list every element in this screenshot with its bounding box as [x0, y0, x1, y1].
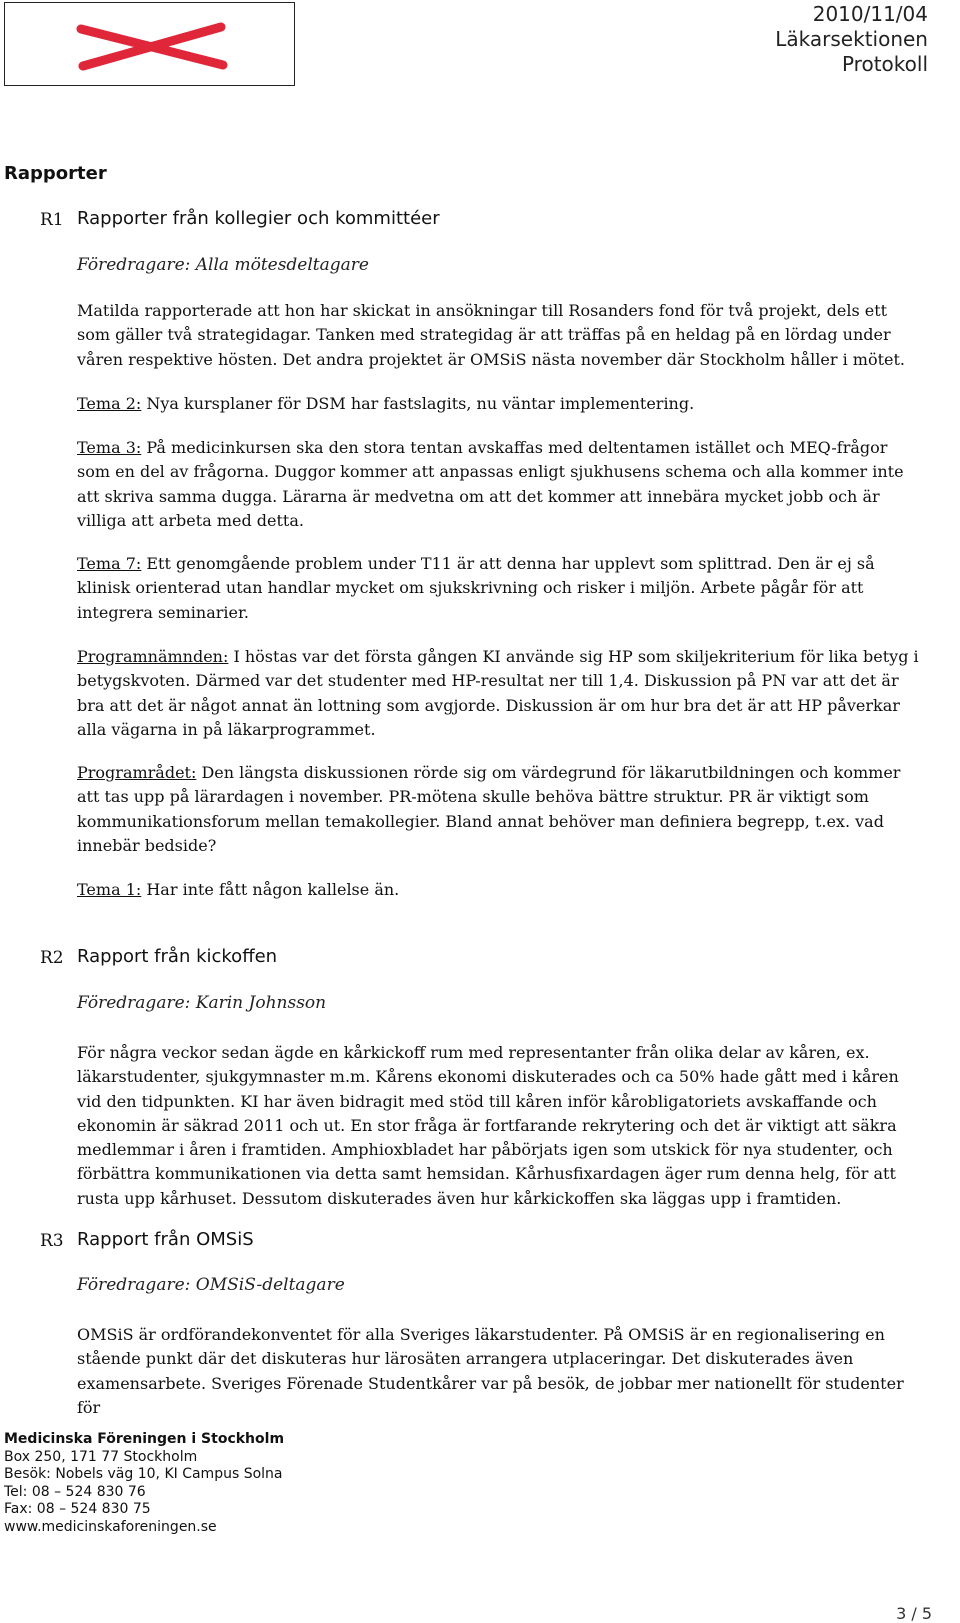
item-number: R3 — [40, 1231, 64, 1251]
item-presenter: Föredragare: Alla mötesdeltagare — [77, 255, 369, 275]
footer-web[interactable]: www.medicinskaforeningen.se — [4, 1518, 217, 1535]
paragraph-text: Ett genomgående problem under T11 är att denna har upplevt som splittrad. Den är ej så klinisk orienterad utan handlar mycket om sjukskrivning och risker i miljön. Arbete pågår för att integrera seminarier. — [77, 554, 875, 622]
paragraph-text: OMSiS är ordförandekonventet för alla Sveriges läkarstudenter. På OMSiS är en regionalisering en stående punkt där det diskuteras hur lärosäten arrangera utplaceringar. Det diskuterades även examensarbete. Sveriges Förenade Studentkårer var på besök, de jobbar mer nationellt för studenter för — [77, 1325, 904, 1417]
report-paragraph — [77, 878, 925, 902]
footer-visit: Besök: Nobels väg 10, KI Campus Solna — [4, 1466, 283, 1482]
page-number: 3 / 5 — [896, 1604, 932, 1623]
topic-label: Tema 1: — [77, 880, 142, 899]
paragraph-text: På medicinkursen ska den stora tentan avskaffas med deltentamen istället och MEQ-frågor som en del av frågorna. Duggor kommer att anpassas enligt sjukhusens schema och alla kommer inte att skriva samma dugga. Lärarna är medvetna om att det kommer att innebära mycket jobb och är villiga att arbeta med detta. — [77, 438, 904, 530]
red-cross-mark-icon — [5, 3, 294, 85]
topic-label: Tema 7: — [77, 554, 142, 573]
logo — [4, 2, 295, 86]
paragraph-text: Den längsta diskussionen rörde sig om värdegrund för läkarutbildningen och kommer att tas upp på lärardagen i november. PR-mötena skulle behöva bättre struktur. PR är viktigt som kommunikationsforum mellan temakollegier. Bland annat behöver man definiera begrepp, t.ex. vad innebär bedside? — [77, 763, 901, 855]
item-presenter: Föredragare: OMSiS-deltagare — [77, 1275, 345, 1295]
item-title: Rapporter från kollegier och kommittéer — [77, 208, 440, 229]
paragraph-text: I höstas var det första gången KI använde sig HP som skiljekriterium för lika betyg i betygskvoten. Därmed var det studenter med HP-resultat ner till 1,4. Diskussion på PN var att det är bra att det är något annat än lottning som avgjorde. Diskussion är om hur bra det är att HP påverkar alla vägarna in på läkarprogrammet. — [77, 647, 919, 739]
report-paragraph — [77, 1323, 925, 1420]
paragraph-text: För några veckor sedan ägde en kårkickoff rum med representanter från olika delar av kåren, ex. läkarstudenter, sjukgymnaster m.m. Kårens ekonomi diskuterades och ca 50% hade gått med i kåren vid den tidpunkten. KI har även bidragit med stöd till kåren inför kårobligatoriets avskaffande och ekonomin är säkrad 2011 och ut. En stor fråga är fortfarande rekrytering och det är viktigt att säkra medlemmar i åren i framtiden. Amphioxbladet har påbörjats igen som utskick för nya studenter, och förbättra kommunikationen via detta samt hemsidan. Kårhusfixardagen äger rum denna helg, för att rusta upp kårhuset. Dessutom diskuterades även hur kårkickoffen ska läggas upp i framtiden. — [77, 1043, 899, 1208]
document-type: Protokoll — [841, 52, 928, 76]
item-number: R1 — [40, 210, 64, 230]
paragraph-text: Har inte fått någon kallelse än. — [141, 880, 400, 899]
footer — [4, 1431, 284, 1536]
topic-label: Tema 2: — [77, 394, 142, 413]
report-paragraph — [77, 761, 925, 858]
report-paragraph — [77, 1041, 925, 1211]
paragraph-text: Matilda rapporterade att hon har skickat in ansökningar till Rosanders fond för två projekt, dels ett som gäller två strategidagar. Tanken med strategidag är att träffas på en heldag på en lördag under våren respektive hösten. Det andra projektet är OMSiS nästa november där Stockholm håller i mötet. — [77, 301, 905, 369]
topic-label: Programrådet: — [77, 763, 197, 782]
meeting-date: 2010/11/04 — [812, 2, 928, 26]
report-paragraph — [77, 552, 925, 625]
topic-label: Programnämnden: — [77, 647, 229, 666]
footer-org: Medicinska Föreningen i Stockholm — [4, 1431, 285, 1447]
topic-label: Tema 3: — [77, 438, 142, 457]
footer-tel: Tel: 08 – 524 830 76 — [4, 1483, 146, 1500]
item-title: Rapport från OMSiS — [77, 1229, 254, 1250]
item-number: R2 — [40, 948, 64, 968]
report-paragraph — [77, 645, 925, 742]
section-heading: Rapporter — [4, 163, 107, 184]
footer-fax: Fax: 08 – 524 830 75 — [4, 1501, 151, 1517]
report-paragraph — [77, 436, 925, 533]
report-paragraph — [77, 299, 925, 372]
section-name: Läkarsektionen — [775, 27, 928, 51]
item-presenter: Föredragare: Karin Johnsson — [77, 993, 327, 1013]
footer-address: Box 250, 171 77 Stockholm — [4, 1448, 198, 1465]
paragraph-text: Nya kursplaner för DSM har fastslagits, nu väntar implementering. — [141, 394, 695, 413]
item-title: Rapport från kickoffen — [77, 946, 278, 967]
document-header — [775, 2, 928, 77]
report-paragraph — [77, 392, 925, 416]
